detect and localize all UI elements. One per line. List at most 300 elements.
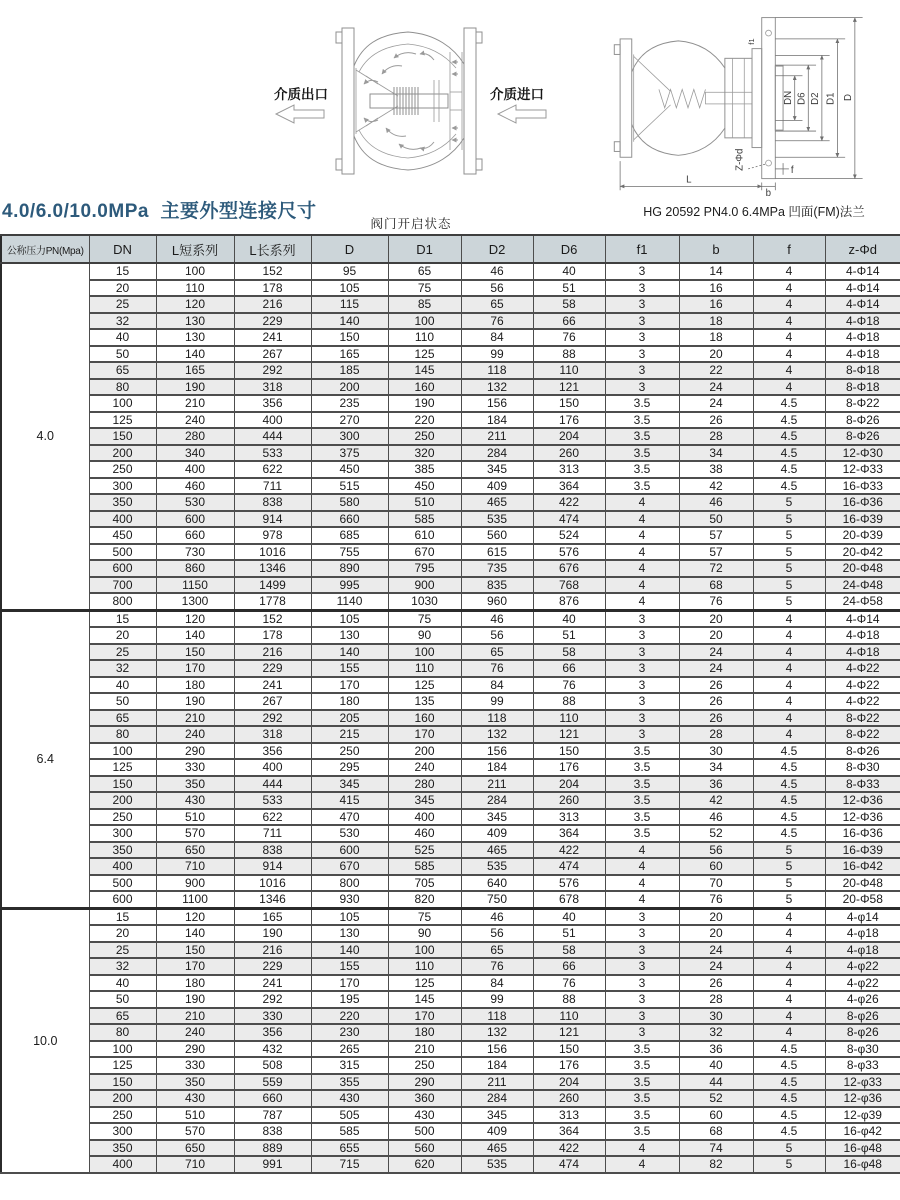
dimension-cell: 26 <box>679 693 753 710</box>
dimension-cell: 118 <box>461 710 533 727</box>
table-row <box>1 1140 900 1157</box>
dimension-cell: 3 <box>605 362 679 379</box>
dimension-cell: 16 <box>679 280 753 297</box>
dimension-cell: 4.5 <box>753 412 825 429</box>
dimension-cell: 345 <box>311 776 388 793</box>
table-row <box>1 991 900 1008</box>
dimension-cell: 26 <box>679 710 753 727</box>
dimension-cell: 3 <box>605 379 679 396</box>
dimension-cell: 450 <box>388 478 461 495</box>
dimension-cell: 3 <box>605 627 679 644</box>
dimension-cell: 156 <box>461 743 533 760</box>
dimension-cell: 184 <box>461 1057 533 1074</box>
dimension-cell: 430 <box>156 792 234 809</box>
dimension-cell: 204 <box>533 776 605 793</box>
dimension-cell: 4 <box>753 296 825 313</box>
dimension-cell: 4.5 <box>753 461 825 478</box>
dimension-cell: 65 <box>89 710 156 727</box>
valve-body-outline <box>614 18 783 179</box>
dimension-cell: 4 <box>753 1024 825 1041</box>
dimension-cell: 15 <box>89 908 156 925</box>
dimension-cell: 170 <box>156 660 234 677</box>
dimension-cell: 835 <box>461 577 533 594</box>
table-row <box>1 280 900 297</box>
table-row <box>1 693 900 710</box>
dimension-cell: 4-φ14 <box>825 908 900 925</box>
column-header-4: D <box>311 235 388 263</box>
dimension-cell: 4.5 <box>753 478 825 495</box>
table-row <box>1 412 900 429</box>
dimension-cell: 130 <box>311 925 388 942</box>
table-row <box>1 395 900 412</box>
dimension-cell: 155 <box>311 958 388 975</box>
dimension-cell: 56 <box>461 280 533 297</box>
dimension-cell: 8-Φ22 <box>825 395 900 412</box>
dimension-cell: 16-Φ36 <box>825 494 900 511</box>
dimension-cell: 360 <box>388 1090 461 1107</box>
dimension-cell: 200 <box>89 792 156 809</box>
dimension-cell: 3.5 <box>605 743 679 760</box>
dimension-cell: 8-Φ18 <box>825 362 900 379</box>
dimension-cell: 4.5 <box>753 1074 825 1091</box>
dimension-cell: 160 <box>388 379 461 396</box>
dimension-cell: 150 <box>89 428 156 445</box>
dimension-cell: 560 <box>388 1140 461 1157</box>
dimension-cell: 165 <box>234 908 311 925</box>
column-header-5: D1 <box>388 235 461 263</box>
dimension-cell: 34 <box>679 759 753 776</box>
dimension-cell: 715 <box>311 1156 388 1173</box>
table-row <box>1 329 900 346</box>
table-row <box>1 527 900 544</box>
dimension-cell: 4 <box>605 1156 679 1173</box>
dimension-cell: 3 <box>605 1008 679 1025</box>
dimension-cell: 711 <box>234 825 311 842</box>
dimension-cell: 121 <box>533 379 605 396</box>
dimension-cell: 3 <box>605 975 679 992</box>
dimension-cell: 400 <box>89 511 156 528</box>
dimension-cell: 400 <box>388 809 461 826</box>
dimension-cell: 120 <box>156 610 234 627</box>
dimension-cell: 3.5 <box>605 461 679 478</box>
dimension-cell: 4-Φ18 <box>825 627 900 644</box>
dimension-cell: 150 <box>156 942 234 959</box>
dimension-cell: 88 <box>533 693 605 710</box>
dimension-cell: 26 <box>679 975 753 992</box>
dimension-cell: 4 <box>753 925 825 942</box>
dimension-cell: 364 <box>533 825 605 842</box>
dimension-cell: 4-Φ14 <box>825 296 900 313</box>
dimension-cell: 5 <box>753 511 825 528</box>
dimension-cell: 170 <box>156 958 234 975</box>
dim-label-d6: D6 <box>796 92 808 105</box>
dimension-cell: 110 <box>388 660 461 677</box>
dimension-cell: 70 <box>679 875 753 892</box>
dimension-cell: 51 <box>533 925 605 942</box>
table-row <box>1 627 900 644</box>
dimension-cell: 210 <box>156 710 234 727</box>
dimension-cell: 290 <box>388 1074 461 1091</box>
dimension-cell: 16-Φ39 <box>825 842 900 859</box>
dimension-cell: 470 <box>311 809 388 826</box>
dimension-cell: 4 <box>753 627 825 644</box>
dimension-cell: 4-Φ22 <box>825 693 900 710</box>
dimension-cell: 260 <box>533 1090 605 1107</box>
dimension-cell: 508 <box>234 1057 311 1074</box>
dimension-cell: 900 <box>388 577 461 594</box>
dimension-cell: 330 <box>156 1057 234 1074</box>
dimension-cell: 515 <box>311 478 388 495</box>
dimension-cell: 474 <box>533 858 605 875</box>
dimension-cell: 4 <box>753 991 825 1008</box>
column-header-2: L短系列 <box>156 235 234 263</box>
dimension-cell: 465 <box>461 842 533 859</box>
dimension-cell: 176 <box>533 412 605 429</box>
dimension-cell: 12-Φ36 <box>825 809 900 826</box>
table-header-row <box>1 235 900 263</box>
dimension-cell: 176 <box>533 1057 605 1074</box>
dimension-cell: 900 <box>156 875 234 892</box>
flow-arrows-icon <box>364 53 458 150</box>
dimension-cell: 5 <box>753 1156 825 1173</box>
dimension-cell: 660 <box>311 511 388 528</box>
dimension-cell: 422 <box>533 842 605 859</box>
dimension-cell: 58 <box>533 296 605 313</box>
dimension-cell: 755 <box>311 544 388 561</box>
dimension-cell: 889 <box>234 1140 311 1157</box>
dimension-cell: 4 <box>605 511 679 528</box>
dimension-cell: 241 <box>234 677 311 694</box>
dimension-cell: 20 <box>679 346 753 363</box>
column-header-0: 公称压力PN(Mpa) <box>1 235 89 263</box>
dimension-cell: 510 <box>156 1107 234 1124</box>
dimension-cell: 3 <box>605 1024 679 1041</box>
dimension-cell: 85 <box>388 296 461 313</box>
dimension-cell: 110 <box>533 362 605 379</box>
dimension-cell: 4 <box>753 313 825 330</box>
table-row <box>1 1008 900 1025</box>
dimension-cell: 210 <box>388 1041 461 1058</box>
dimension-cell: 68 <box>679 577 753 594</box>
dimension-cell: 66 <box>533 958 605 975</box>
dimension-cell: 25 <box>89 942 156 959</box>
dimension-cell: 3 <box>605 908 679 925</box>
dimension-cell: 4 <box>753 346 825 363</box>
dimension-cell: 610 <box>388 527 461 544</box>
table-row <box>1 577 900 594</box>
dimension-cell: 190 <box>156 693 234 710</box>
dimension-cell: 576 <box>533 544 605 561</box>
dimension-cell: 132 <box>461 726 533 743</box>
dimension-cell: 5 <box>753 527 825 544</box>
dimension-cell: 84 <box>461 677 533 694</box>
dimension-cell: 430 <box>311 1090 388 1107</box>
dimension-lines <box>620 18 863 198</box>
dimension-cell: 58 <box>533 644 605 661</box>
dimension-cell: 350 <box>89 494 156 511</box>
dimension-cell: 3.5 <box>605 1123 679 1140</box>
dimension-cell: 1016 <box>234 875 311 892</box>
dimension-cell: 345 <box>388 792 461 809</box>
dimension-cell: 280 <box>388 776 461 793</box>
dimension-cell: 145 <box>388 362 461 379</box>
dimension-cell: 4 <box>753 908 825 925</box>
dimension-cell: 4 <box>605 875 679 892</box>
dimension-cell: 364 <box>533 478 605 495</box>
dimension-cell: 215 <box>311 726 388 743</box>
dimension-cell: 180 <box>311 693 388 710</box>
dimension-cell: 5 <box>753 560 825 577</box>
dimension-cell: 180 <box>156 677 234 694</box>
dimension-cell: 125 <box>388 975 461 992</box>
dimension-cell: 3.5 <box>605 809 679 826</box>
dimension-cell: 1030 <box>388 593 461 610</box>
dimension-cell: 84 <box>461 975 533 992</box>
dimension-cell: 18 <box>679 329 753 346</box>
dimension-cell: 535 <box>461 1156 533 1173</box>
dimension-cell: 105 <box>311 908 388 925</box>
dimension-cell: 178 <box>234 627 311 644</box>
dimension-cell: 16-φ42 <box>825 1123 900 1140</box>
pressure-group-label: 6.4 <box>1 610 89 908</box>
dimension-cell: 40 <box>89 677 156 694</box>
dimension-cell: 3 <box>605 991 679 1008</box>
dimension-cell: 125 <box>89 759 156 776</box>
dimension-cell: 600 <box>89 891 156 908</box>
dimension-cell: 170 <box>388 1008 461 1025</box>
dimension-cell: 200 <box>89 445 156 462</box>
dimension-cell: 4 <box>605 593 679 610</box>
dimension-cell: 16 <box>679 296 753 313</box>
dimension-cell: 24 <box>679 660 753 677</box>
dimension-cell: 1778 <box>234 593 311 610</box>
dimension-cell: 622 <box>234 461 311 478</box>
dimension-cell: 22 <box>679 362 753 379</box>
dimension-cell: 20-Φ39 <box>825 527 900 544</box>
dim-label-f: f <box>790 164 794 176</box>
dimension-cell: 4-φ18 <box>825 942 900 959</box>
dimension-cell: 211 <box>461 428 533 445</box>
dimension-cell: 5 <box>753 577 825 594</box>
dimension-cell: 290 <box>156 743 234 760</box>
dimension-cell: 640 <box>461 875 533 892</box>
dimension-cell: 4-Φ18 <box>825 644 900 661</box>
dimension-cell: 280 <box>156 428 234 445</box>
dimension-cell: 876 <box>533 593 605 610</box>
dimension-cell: 375 <box>311 445 388 462</box>
dimension-cell: 768 <box>533 577 605 594</box>
dimension-cell: 100 <box>388 644 461 661</box>
dimension-cell: 56 <box>461 925 533 942</box>
dimension-cell: 241 <box>234 329 311 346</box>
pressure-group-label: 10.0 <box>1 908 89 1173</box>
dimension-cell: 250 <box>388 428 461 445</box>
dimension-cell: 3.5 <box>605 792 679 809</box>
dimension-cell: 559 <box>234 1074 311 1091</box>
dimension-cell: 3.5 <box>605 1090 679 1107</box>
dim-label-l: L <box>686 174 692 186</box>
dimension-cell: 40 <box>679 1057 753 1074</box>
dimension-cell: 400 <box>89 1156 156 1173</box>
dimension-cell: 400 <box>156 461 234 478</box>
dimension-cell: 190 <box>388 395 461 412</box>
dim-label-d2: D2 <box>809 92 821 105</box>
dimension-cell: 42 <box>679 478 753 495</box>
dimension-cell: 525 <box>388 842 461 859</box>
dimension-cell: 355 <box>311 1074 388 1091</box>
dimension-cell: 8-Φ26 <box>825 743 900 760</box>
dimension-cell: 230 <box>311 1024 388 1041</box>
dimension-cell: 460 <box>156 478 234 495</box>
dimension-cell: 3 <box>605 958 679 975</box>
table-row <box>1 1123 900 1140</box>
table-row <box>1 296 900 313</box>
dimension-cell: 76 <box>461 660 533 677</box>
dimension-cell: 570 <box>156 825 234 842</box>
dimension-cell: 710 <box>156 858 234 875</box>
dimension-cell: 200 <box>388 743 461 760</box>
dimension-cell: 132 <box>461 1024 533 1041</box>
dimension-cell: 105 <box>311 280 388 297</box>
dimension-cell: 100 <box>89 743 156 760</box>
dimension-cell: 533 <box>234 445 311 462</box>
table-row <box>1 975 900 992</box>
dimension-cell: 150 <box>311 329 388 346</box>
dimension-cell: 4.5 <box>753 1041 825 1058</box>
dimension-cell: 178 <box>234 280 311 297</box>
table-row <box>1 743 900 760</box>
column-header-3: L长系列 <box>234 235 311 263</box>
dimension-cell: 300 <box>89 825 156 842</box>
dimension-cell: 16-φ48 <box>825 1156 900 1173</box>
dimension-cell: 350 <box>156 776 234 793</box>
dimension-cell: 40 <box>89 975 156 992</box>
dimension-cell: 4-φ22 <box>825 975 900 992</box>
dimension-cell: 510 <box>156 809 234 826</box>
dimension-cell: 28 <box>679 991 753 1008</box>
dimension-cell: 409 <box>461 478 533 495</box>
dimension-cell: 170 <box>311 677 388 694</box>
dimension-cell: 216 <box>234 644 311 661</box>
dimension-cell: 267 <box>234 693 311 710</box>
dimension-cell: 115 <box>311 296 388 313</box>
table-row <box>1 1041 900 1058</box>
table-row <box>1 560 900 577</box>
table-row <box>1 313 900 330</box>
dimension-cell: 585 <box>388 511 461 528</box>
dimension-cell: 50 <box>89 991 156 1008</box>
flow-direction-left-arrow-icon <box>276 105 324 123</box>
dimension-cell: 32 <box>89 958 156 975</box>
dimension-cell: 711 <box>234 478 311 495</box>
dimension-cell: 24 <box>679 958 753 975</box>
dimension-cell: 118 <box>461 362 533 379</box>
dimension-cell: 800 <box>89 593 156 610</box>
dimension-cell: 24-Φ58 <box>825 593 900 610</box>
dimension-cell: 4.5 <box>753 1123 825 1140</box>
dimension-cell: 150 <box>89 776 156 793</box>
dimension-cell: 313 <box>533 809 605 826</box>
flange-standard-caption: HG 20592 PN4.0 6.4MPa 凹面(FM)法兰 <box>643 205 865 219</box>
dimension-cell: 150 <box>89 1074 156 1091</box>
dimension-cell: 16-Φ36 <box>825 825 900 842</box>
dimension-cell: 914 <box>234 511 311 528</box>
dimension-cell: 5 <box>753 875 825 892</box>
dimension-cell: 36 <box>679 776 753 793</box>
table-row <box>1 461 900 478</box>
dim-label-d1: D1 <box>825 92 837 105</box>
dimension-cell: 110 <box>156 280 234 297</box>
dimension-cell: 409 <box>461 825 533 842</box>
dimension-cell: 24 <box>679 395 753 412</box>
dimension-cell: 4.5 <box>753 743 825 760</box>
dimension-cell: 340 <box>156 445 234 462</box>
valve-body-outline <box>336 28 482 174</box>
dimension-cell: 260 <box>533 445 605 462</box>
dimension-cell: 145 <box>388 991 461 1008</box>
dimension-cell: 678 <box>533 891 605 908</box>
dimension-cell: 4 <box>753 263 825 280</box>
dimension-cell: 300 <box>89 1123 156 1140</box>
dimension-cell: 140 <box>156 346 234 363</box>
dimension-cell: 20 <box>679 610 753 627</box>
dimension-cell: 3 <box>605 296 679 313</box>
dimension-cell: 838 <box>234 494 311 511</box>
dimension-cell: 58 <box>533 942 605 959</box>
dimension-cell: 4 <box>605 494 679 511</box>
column-header-10: f <box>753 235 825 263</box>
dimension-cell: 500 <box>388 1123 461 1140</box>
table-row <box>1 660 900 677</box>
dimension-cell: 176 <box>533 759 605 776</box>
dimension-cell: 51 <box>533 627 605 644</box>
dimension-cell: 36 <box>679 1041 753 1058</box>
dimension-cell: 121 <box>533 726 605 743</box>
dimension-cell: 292 <box>234 991 311 1008</box>
dimension-cell: 422 <box>533 494 605 511</box>
dimension-cell: 20-Φ48 <box>825 875 900 892</box>
dimension-cell: 284 <box>461 1090 533 1107</box>
dimension-cell: 100 <box>388 313 461 330</box>
dimension-cell: 3 <box>605 710 679 727</box>
dimension-cell: 524 <box>533 527 605 544</box>
dimension-cell: 465 <box>461 494 533 511</box>
dimension-cell: 20-Φ48 <box>825 560 900 577</box>
dimension-cell: 400 <box>234 412 311 429</box>
dimension-cell: 930 <box>311 891 388 908</box>
dimension-cell: 76 <box>533 329 605 346</box>
dimension-cell: 190 <box>156 379 234 396</box>
dimension-cell: 3.5 <box>605 412 679 429</box>
dimension-cell: 65 <box>461 644 533 661</box>
dimension-cell: 510 <box>388 494 461 511</box>
dimension-cell: 318 <box>234 379 311 396</box>
medium-outlet-label: 介质出口 <box>274 87 328 102</box>
dimension-cell: 4-Φ18 <box>825 329 900 346</box>
dimension-cell: 415 <box>311 792 388 809</box>
dimension-cell: 216 <box>234 296 311 313</box>
dimension-cell: 28 <box>679 428 753 445</box>
dimension-cell: 76 <box>679 891 753 908</box>
dimension-cell: 211 <box>461 1074 533 1091</box>
dimension-cell: 4 <box>605 527 679 544</box>
table-row <box>1 1090 900 1107</box>
dimension-cell: 350 <box>89 1140 156 1157</box>
dimension-cell: 995 <box>311 577 388 594</box>
dimension-cell: 530 <box>156 494 234 511</box>
dimension-cell: 60 <box>679 1107 753 1124</box>
dimension-cell: 120 <box>156 908 234 925</box>
